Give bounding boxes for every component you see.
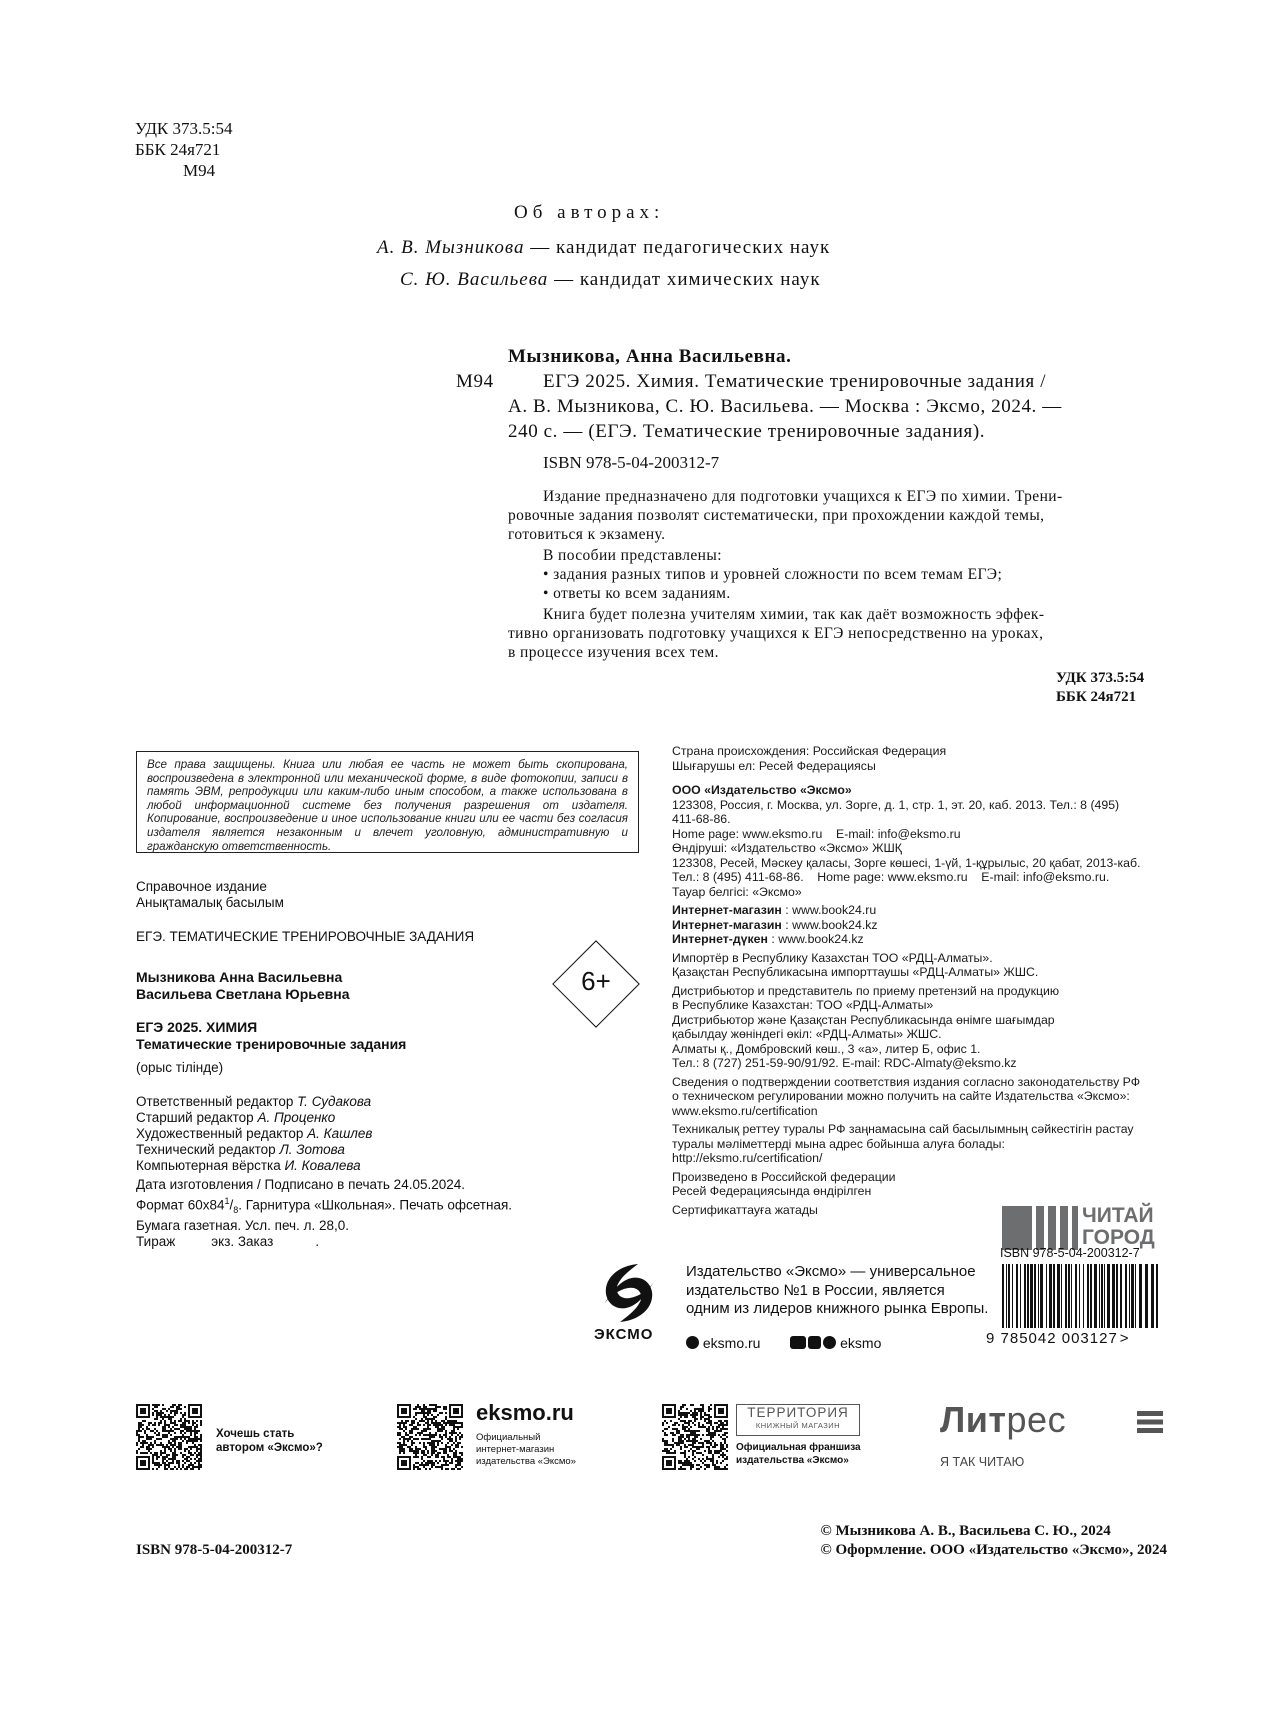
certification-line: www.eksmo.ru/certification [672,1103,818,1118]
annotation-line: Издание предназначено для подготовки учащихся к ЕГЭ по химии. Трени- [543,488,1063,505]
barcode-bar [1046,1264,1047,1328]
barcode-bar [1129,1264,1130,1328]
barcode-bar [1061,1264,1062,1328]
editors-list [136,1094,372,1174]
barcode-bar [1040,1264,1043,1328]
author-mark: М94 [183,161,216,180]
barcode-bar [1065,1264,1067,1328]
print-info [136,1177,512,1250]
shop-line: Интернет-магазин : www.book24.kz [672,917,878,932]
chitai-gorod-icon [1002,1206,1078,1250]
barcode-bar [1002,1264,1004,1328]
qr-code-icon [662,1404,728,1470]
country: Страна происхождения: Российская Федерация [672,744,947,758]
genre-block [136,879,284,911]
genre-kz: Анықтамалық басылым [136,895,284,910]
barcode-bar [1012,1264,1013,1328]
copyright-line: © Мызникова А. В., Васильева С. Ю., 2024 [820,1523,1111,1539]
barcode-bar [1090,1264,1092,1328]
barcode-bar [1131,1264,1134,1328]
barcode-bar [1016,1264,1018,1328]
author-degree: — кандидат химических наук [554,269,821,290]
ok-icon [808,1336,821,1349]
annotation-bullet: • задания разных типов и уровней сложности по всем темам ЕГЭ; [543,566,1003,583]
footer-copyright [821,1522,1168,1560]
barcode-bar [1094,1264,1097,1328]
eksmo-site[interactable]: eksmo.ru [702,1335,761,1351]
barcode-bar [1151,1264,1154,1328]
barcode-bar [1008,1264,1010,1328]
imprint-author: Мызникова Анна Васильевна [136,969,343,985]
sertif-line: Сертификаттауға жатады [672,1202,818,1217]
promo-author: Хочешь стать автором «Эксмо»? [216,1428,323,1454]
catalog-line-1: ЕГЭ 2025. Химия. Тематические тренировочные задания / [543,371,1047,392]
shop-line: Интернет-дүкен : www.book24.kz [672,932,864,946]
udk-right-block [1056,669,1144,707]
barcode-bar [1156,1264,1158,1328]
chitai-gorod-text: ЧИТАЙ ГОРОД [1082,1204,1155,1249]
catalog-line-3: 240 с. — (ЕГЭ. Тематические тренировочные задания). [508,421,986,442]
author-line-1 [377,237,830,259]
qr-code-icon [397,1404,463,1470]
importer-kz: Қазақстан Республикасына импорттаушы «РДЦ-Алматы» ЖШС. [672,965,1039,979]
barcode-bar [1075,1264,1077,1328]
chitai-gorod-logo [1002,1206,1162,1250]
genre: Справочное издание [136,879,267,894]
udk-code: УДК 373.5:54 [135,119,233,138]
bbk-code: ББК 24я721 [1056,689,1137,705]
author-line-2 [400,269,821,291]
catalog-line-2: А. В. Мызникова, С. Ю. Васильева. — Москва : Эксмо, 2024. — [508,396,1062,417]
editor-row: Технический редактор Л. Зотова [136,1142,345,1157]
litres-menu-icon [1137,1411,1163,1433]
barcode-bar [1079,1264,1080,1328]
vk-icon [790,1336,806,1349]
book-title: ЕГЭ 2025. ХИМИЯ [136,1019,258,1035]
distributor-line: қабылдау жөніндегі өкіл: «РДЦ-Алматы» ЖШС. [672,1027,942,1041]
annotation-line: в процессе изучения всех тем. [508,644,719,661]
bbk-code: ББК 24я721 [135,140,221,159]
copyright-line: © Оформление. ООО «Издательство «Эксмо», 2024 [820,1542,1167,1558]
qr-code-icon [136,1404,202,1470]
promo-eksmo-text: Официальный интернет-магазин издательства «Эксмо» [476,1432,576,1467]
print-format: Формат $60x84^1/_8$. Гарнитура «Школьная». Печать офсетная. [136,1196,513,1216]
shop-line: Интернет-магазин : www.book24.ru [672,903,877,917]
annotation-bullet: • ответы ко всем заданиям. [543,585,731,602]
barcode-bar [1116,1264,1118,1328]
imprint-authors [136,969,350,1003]
barcode-bar [1020,1264,1021,1328]
produced-line: Ресей Федерациясында өндірілген [672,1184,872,1198]
editor-row: Художественный редактор А. Кашлев [136,1126,373,1141]
barcode-bar [1053,1264,1055,1328]
editor-row: Старший редактор А. Проценко [136,1110,336,1125]
social-icons [790,1335,836,1353]
print-paper: Бумага газетная. Усл. печ. л. 28,0. [136,1218,349,1234]
kz-publisher: Өндіруші: «Издательство «Эксмо» ЖШҚ [672,841,902,855]
editor-row: Ответственный редактор Т. Судакова [136,1094,372,1109]
annotation-line: тивно организовать подготовку учащихся к ЕГЭ непосредственно на уроках, [508,625,1044,642]
importer: Импортёр в Республику Казахстан ТОО «РДЦ-Алматы». [672,950,993,965]
eksmo-links [686,1334,881,1353]
distributor-line: Дистрибьютор и представитель по приему претензий на продукцию [672,983,1060,998]
barcode-bar [1068,1264,1070,1328]
barcode-bar [1071,1264,1072,1328]
barcode-bar [1125,1264,1127,1328]
barcode-bar [1112,1264,1115,1328]
language-note: (орыс тілінде) [136,1060,224,1075]
kz-address: 123308, Ресей, Мәскеу қаласы, Зорге көшесі, 1-үй, 1-құрылыс, 20 қабат, 2013-каб. [672,855,1141,870]
barcode-bar [1139,1264,1142,1328]
catalog-code: М94 [456,371,494,392]
kz-phone: Тел.: 8 (495) 411-68-86. Home page: www.eksmo.ru E-mail: info@eksmo.ru. [672,870,1110,884]
trademark: Тауар белгісі: «Эксмо» [672,884,802,899]
eksmo-logo [594,1260,660,1343]
annotation-line: ровочные задания позволят систематически, при прохождении каждой темы, [508,507,1045,524]
promo-territoriya: Официальная франшиза издательства «Эксмо» [736,1442,861,1466]
litres-tagline: Я ТАК ЧИТАЮ [940,1455,1025,1469]
eksmo-logo-text: ЭКСМО [594,1326,654,1343]
about-authors-title: Об авторах: [514,202,665,223]
distributor-line: в Республике Казахстан: ТОО «РДЦ-Алматы» [672,998,934,1012]
barcode-bar [1087,1264,1089,1328]
author-name: А. В. Мызникова [377,237,525,258]
barcode-bar [1038,1264,1039,1328]
promo-eksmo-site: eksmo.ru [476,1400,574,1425]
annotation-line: Книга будет полезна учителям химии, так как даёт возможность эффек- [543,606,1045,623]
certification-kz-line: Техникалық реттеу туралы РФ заңнамасына сай басылымның сәйкестігін растау [672,1122,1134,1136]
web-icon [686,1336,699,1349]
barcode-bar [1027,1264,1029,1328]
barcode-isbn: ISBN 978-5-04-200312-7 [1000,1246,1140,1260]
barcode-bar [1034,1264,1036,1328]
barcode-bar [1024,1264,1026,1328]
print-tirazh: Тираж экз. Заказ . [136,1234,320,1250]
barcode-bar [1083,1264,1084,1328]
barcode-bar [1135,1264,1136,1328]
publisher-address: 123308, Россия, г. Москва, ул. Зорге, д. 1, стр. 1, эт. 20, каб. 2013. Тел.: 8 (495) 411-68-86. [672,797,1120,826]
produced-line: Произведено в Российской федерации [672,1169,896,1184]
barcode [1000,1264,1162,1328]
author-degree: — кандидат педагогических наук [530,237,831,258]
barcode-bar [1099,1264,1100,1328]
udk-block [135,118,232,181]
territoriya-logo: ТЕРРИТОРИЯ КНИЖНЫЙ МАГАЗИН [736,1404,860,1436]
distributor-line: Тел.: 8 (727) 251-59-90/91/92. E-mail: RDC-Almaty@eksmo.kz [672,1056,1017,1070]
barcode-number: 9 785042 003127 > [986,1330,1130,1347]
annotation-line: В пособии представлены: [543,547,722,564]
telegram-icon [823,1336,836,1349]
publisher-web: Home page: www.eksmo.ru E-mail: info@eksmo.ru [672,826,961,841]
imprint-right [672,744,1142,1217]
eksmo-social[interactable]: eksmo [840,1335,882,1351]
barcode-bar [1107,1264,1110,1328]
imprint-author: Васильева Светлана Юрьевна [136,986,350,1002]
editor-row: Компьютерная вёрстка И. Ковалева [136,1158,361,1173]
barcode-bar [1101,1264,1103,1328]
series-name: ЕГЭ. ТЕМАТИЧЕСКИЕ ТРЕНИРОВОЧНЫЕ ЗАДАНИЯ [136,929,475,944]
print-date: Дата изготовления / Подписано в печать 24.05.2024. [136,1177,465,1192]
certification-line: о техническом регулировании можно получить на сайте Издательства «Эксмо»: [672,1089,1130,1103]
barcode-bar [1104,1264,1105,1328]
imprint-title [136,1019,406,1053]
country-kz: Шығарушы ел: Ресей Федерациясы [672,758,876,773]
certification-kz-line: туралы мәліметтерді мына адрес бойынша алуға болады: http://eksmo.ru/certification/ [672,1136,1005,1165]
barcode-bar [1030,1264,1033,1328]
barcode-bar [1145,1264,1148,1328]
catalog-isbn: ISBN 978-5-04-200312-7 [543,453,720,472]
barcode-bar [1049,1264,1052,1328]
udk-code: УДК 373.5:54 [1056,670,1145,686]
litres-logo: Литрес [940,1399,1067,1440]
barcode-bar [1006,1264,1007,1328]
distributor-line: Дистрибьютор және Қазақстан Республикасында өнімге шағымдар [672,1012,1055,1027]
catalog-author-heading: Мызникова, Анна Васильевна. [508,346,792,367]
distributor-line: Алматы қ., Домбровский көш., 3 «а», литер Б, офис 1. [672,1041,981,1056]
author-name: С. Ю. Васильева [400,269,549,290]
annotation-line: готовиться к экзамену. [508,526,666,543]
rights-notice-box: Все права защищены. Книга или любая ее часть не может быть скопирована, воспроизведена в электронной или механической форме, в виде фотокопии, записи в память ЭВМ, репродукции или каким-либо иным способом, а также использована в любой информационной системе без получения разрешения от издателя. Копирование, воспроизведение и иное использование книги или ее части без согласия издателя является незаконным и влечет уголовную, административную и гражданскую ответственность. [136,751,639,853]
book-subtitle: Тематические тренировочные задания [136,1036,407,1052]
publisher-name: ООО «Издательство «Эксмо» [672,783,852,797]
footer-isbn: ISBN 978-5-04-200312-7 [136,1542,293,1558]
barcode-bar [1057,1264,1060,1328]
certification-line: Сведения о подтверждении соответствия издания согласно законодательству РФ [672,1074,1141,1089]
barcode-bar [1120,1264,1122,1328]
eksmo-description: Издательство «Эксмо» — универсальное издательство №1 в России, является одним из лидеров книжного рынка Европы. [686,1263,989,1317]
age-rating: 6+ [581,966,611,996]
eksmo-icon [598,1260,660,1326]
